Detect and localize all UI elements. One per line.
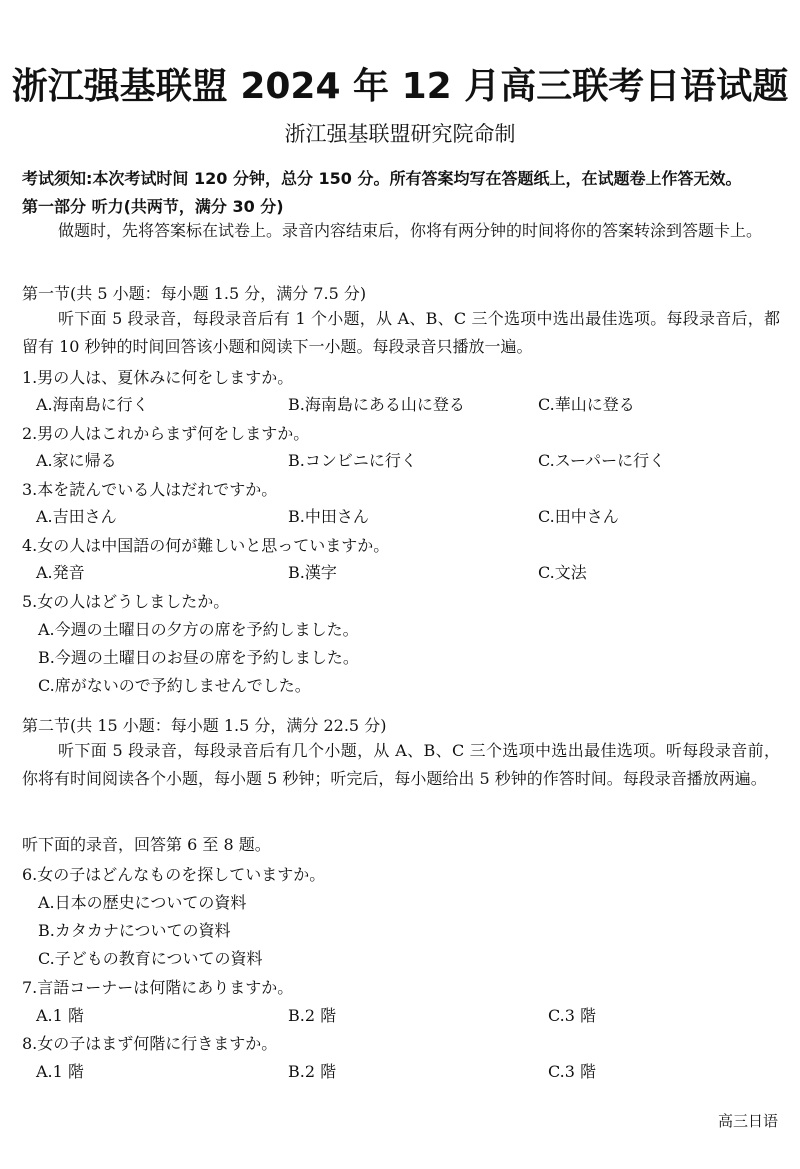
exam-notice: 考试须知:本次考试时间 120 分钟，总分 150 分。所有答案均写在答题纸上，在试题卷上作答无效。 xyxy=(22,169,742,188)
question-3-options xyxy=(36,504,776,526)
page-footer-label: 高三日语 xyxy=(717,1112,778,1130)
question-6: 6.女の子はどんなものを探していますか。 xyxy=(22,865,326,884)
option-a: A.海南島に行く xyxy=(36,395,149,414)
section1-heading: 第一节(共 5 小题：每小题 1.5 分，满分 7.5 分) xyxy=(22,284,367,303)
question-1: 1.男の人は、夏休みに何をしますか。 xyxy=(22,368,294,387)
option-c: C.3 階 xyxy=(548,1062,597,1081)
option-b: B.2 階 xyxy=(288,1006,337,1025)
option-b: B.中田さん xyxy=(288,507,369,526)
question-5: 5.女の人はどうしましたか。 xyxy=(22,592,230,611)
question-8-options xyxy=(36,1059,776,1081)
option-a: A.日本の歴史についての資料 xyxy=(38,893,247,912)
question-2: 2.男の人はこれからまず何をしますか。 xyxy=(22,424,310,443)
option-b: B.2 階 xyxy=(288,1062,337,1081)
option-c: C.華山に登る xyxy=(538,395,635,414)
question-4: 4.女の人は中国語の何が難しいと思っていますか。 xyxy=(22,536,390,555)
option-a: A.1 階 xyxy=(36,1006,84,1025)
section2-instructions: 听下面 5 段录音，每段录音后有几个小题，从 A、B、C 三个选项中选出最佳选项。听每段录音前，你将有时间阅读各个小题，每小题 5 秒钟；听完后，每小题给出 5 秒钟的作答时间。每段录音播放两遍。 xyxy=(22,741,780,788)
question-7: 7.言語コーナーは何階にありますか。 xyxy=(22,978,294,997)
question-1-options xyxy=(36,392,776,414)
question-3: 3.本を読んでいる人はだれですか。 xyxy=(22,480,278,499)
option-b: B.コンビニに行く xyxy=(288,451,417,470)
section2-heading: 第二节(共 15 小题：每小题 1.5 分，满分 22.5 分) xyxy=(22,716,387,735)
question-8: 8.女の子はまず何階に行きますか。 xyxy=(22,1034,278,1053)
part1-intro: 做题时，先将答案标在试卷上。录音内容结束后，你将有两分钟的时间将你的答案转涂到答题卡上。 xyxy=(58,221,763,240)
option-c: C.スーパーに行く xyxy=(538,451,666,470)
page-subtitle: 浙江强基联盟研究院命制 xyxy=(284,122,516,146)
part1-heading: 第一部分 听力(共两节，满分 30 分) xyxy=(22,197,284,216)
section1-instructions: 听下面 5 段录音，每段录音后有 1 个小题，从 A、B、C 三个选项中选出最佳选项。每段录音后，都留有 10 秒钟的时间回答该小题和阅读下一小题。每段录音只播放一遍。 xyxy=(22,309,780,356)
question-2-options xyxy=(36,448,776,470)
option-c: C.田中さん xyxy=(538,507,619,526)
option-a: A.発音 xyxy=(36,563,85,582)
option-c: C.文法 xyxy=(538,563,587,582)
option-a: A.家に帰る xyxy=(36,451,117,470)
option-c: C.子どもの教育についての資料 xyxy=(38,949,263,968)
question-4-options xyxy=(36,560,776,582)
option-a: A.1 階 xyxy=(36,1062,84,1081)
question-7-options xyxy=(36,1003,776,1025)
option-b: B.カタカナについての資料 xyxy=(38,921,231,940)
group-label: 听下面的录音，回答第 6 至 8 题。 xyxy=(22,835,271,854)
option-a: A.今週の土曜日の夕方の席を予約しました。 xyxy=(38,620,359,639)
option-c: C.3 階 xyxy=(548,1006,597,1025)
option-b: B.今週の土曜日のお昼の席を予約しました。 xyxy=(38,648,359,667)
option-b: B.漢字 xyxy=(288,563,337,582)
option-b: B.海南島にある山に登る xyxy=(288,395,465,414)
option-a: A.吉田さん xyxy=(36,507,117,526)
page-title: 浙江强基联盟 2024 年 12 月高三联考日语试题 xyxy=(11,66,789,107)
option-c: C.席がないので予約しませんでした。 xyxy=(38,676,311,695)
